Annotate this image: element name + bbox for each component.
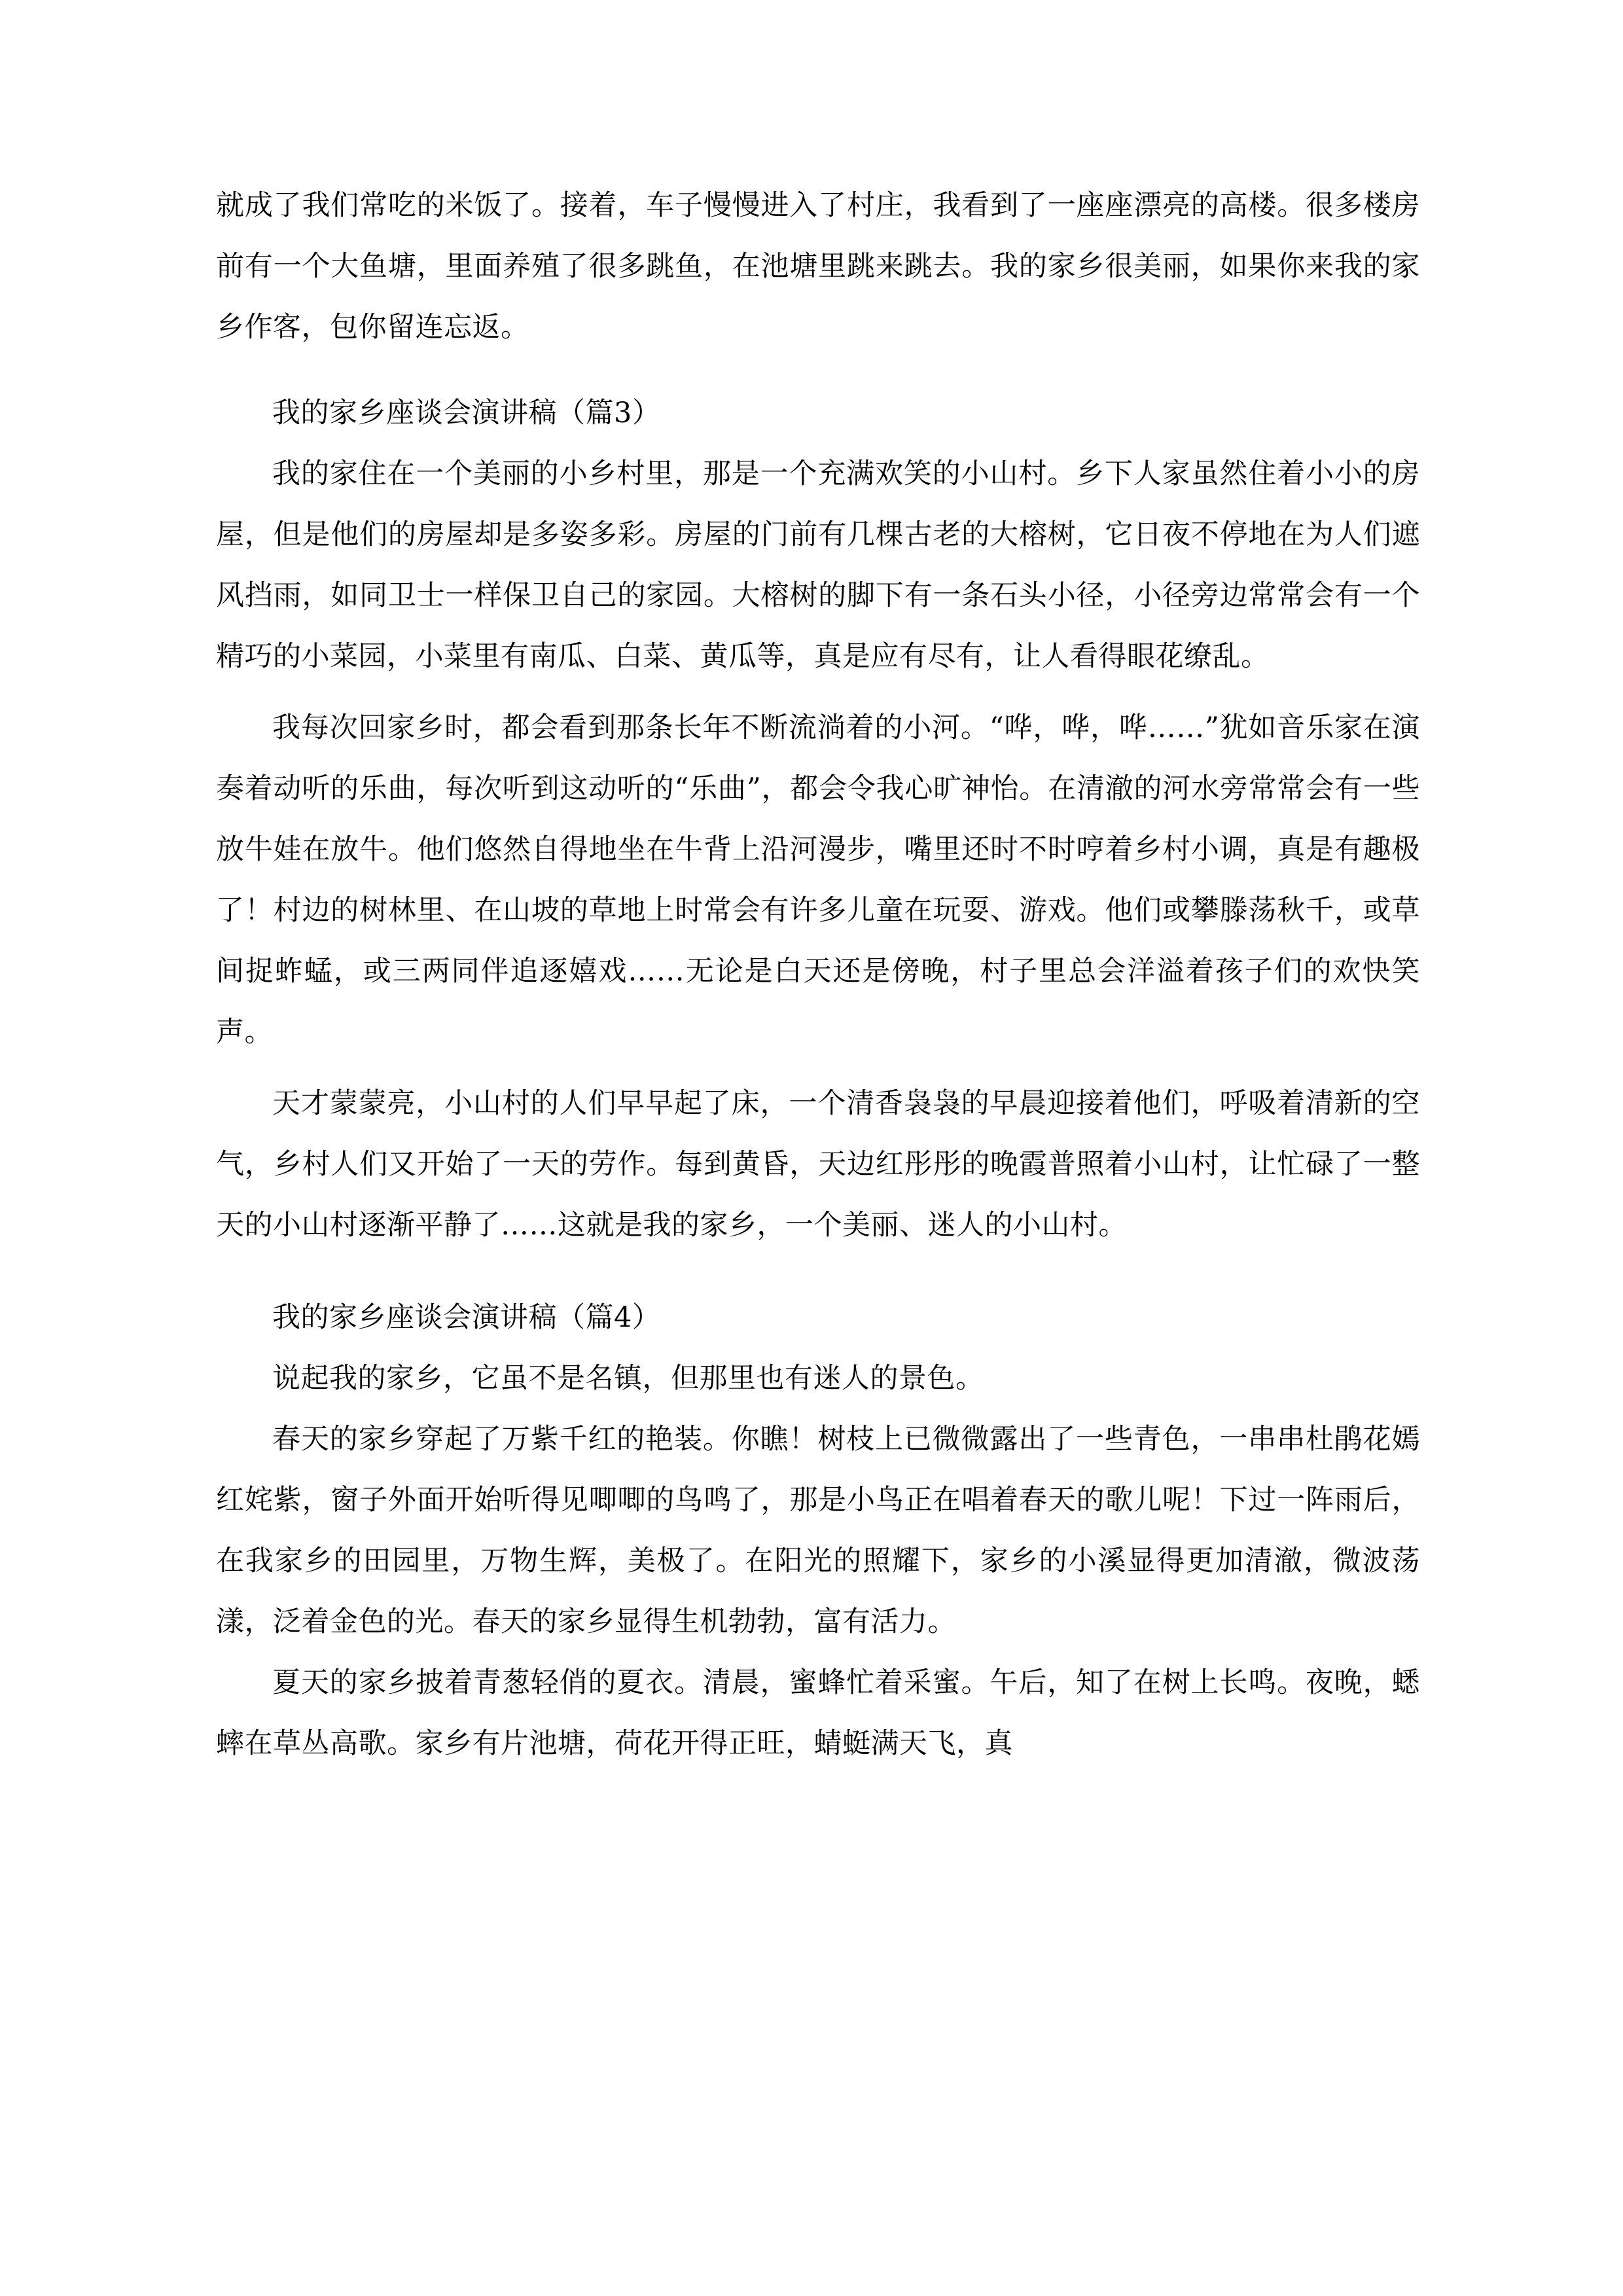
paragraph-continued: 就成了我们常吃的米饭了。接着，车子慢慢进入了村庄，我看到了一座座漂亮的高楼。很多楼房前有一个大鱼塘，里面养殖了很多跳鱼，在池塘里跳来跳去。我的家乡很美丽，如果你来我的家乡作客，包你留连忘返。	[216, 189, 1420, 344]
paragraph-3-3: 天才蒙蒙亮，小山村的人们早早起了床，一个清香袅袅的早晨迎接着他们，呼吸着清新的空气，乡村人们又开始了一天的劳作。每到黄昏，天边红彤彤的晚霞普照着小山村，让忙碌了一整天的小山村逐渐平静了……这就是我的家乡，一个美丽、迷人的小山村。	[216, 1087, 1420, 1242]
page-text-column	[216, 175, 1420, 1774]
paragraph-4-3: 夏天的家乡披着青葱轻俏的夏衣。清晨，蜜蜂忙着采蜜。午后，知了在树上长鸣。夜晚，蟋蟀在草丛高歌。家乡有片池塘，荷花开得正旺，蜻蜓满天飞，真	[216, 1666, 1420, 1760]
paragraph-spacer	[216, 687, 1420, 698]
paragraph-4-1: 说起我的家乡，它虽不是名镇，但那里也有迷人的景色。	[272, 1362, 984, 1395]
paragraph-3-1: 我的家住在一个美丽的小乡村里，那是一个充满欢笑的小山村。乡下人家虽然住着小小的房屋，但是他们的房屋却是多姿多彩。房屋的门前有几棵古老的大榕树，它日夜不停地在为人们遮风挡雨，如同卫士一样保卫自己的家园。大榕树的脚下有一条石头小径，小径旁边常常会有一个精巧的小菜园，小菜里有南瓜、白菜、黄瓜等，真是应有尽有，让人看得眼花缭乱。	[216, 457, 1420, 673]
paragraph-spacer	[216, 1063, 1420, 1073]
paragraph-spacer	[216, 1256, 1420, 1273]
paragraph-spacer	[216, 358, 1420, 368]
paragraph-4-2: 春天的家乡穿起了万紫千红的艳装。你瞧！树枝上已微微露出了一些青色，一串串杜鹃花嫣红姹紫，窗子外面开始听得见唧唧的鸟鸣了，那是小鸟正在唱着春天的歌儿呢！下过一阵雨后，在我家乡的田园里，万物生辉，美极了。在阳光的照耀下，家乡的小溪显得更加清澈，微波荡漾，泛着金色的光。春天的家乡显得生机勃勃，富有活力。	[216, 1423, 1420, 1638]
section-heading-pian3: 我的家乡座谈会演讲稿（篇3）	[272, 397, 661, 429]
section-heading-pian4: 我的家乡座谈会演讲稿（篇4）	[272, 1301, 661, 1334]
paragraph-3-2: 我每次回家乡时，都会看到那条长年不断流淌着的小河。“哗，哗，哗……”犹如音乐家在演奏着动听的乐曲，每次听到这动听的“乐曲”，都会令我心旷神怡。在清澈的河水旁常常会有一些放牛娃在放牛。他们悠然自得地坐在牛背上沿河漫步，嘴里还时不时哼着乡村小调，真是有趣极了！村边的树林里、在山坡的草地上时常会有许多儿童在玩耍、游戏。他们或攀滕荡秋千，或草间捉蚱蜢，或三两同伴追逐嬉戏……无论是白天还是傍晚，村子里总会洋溢着孩子们的欢快笑声。	[216, 711, 1420, 1049]
